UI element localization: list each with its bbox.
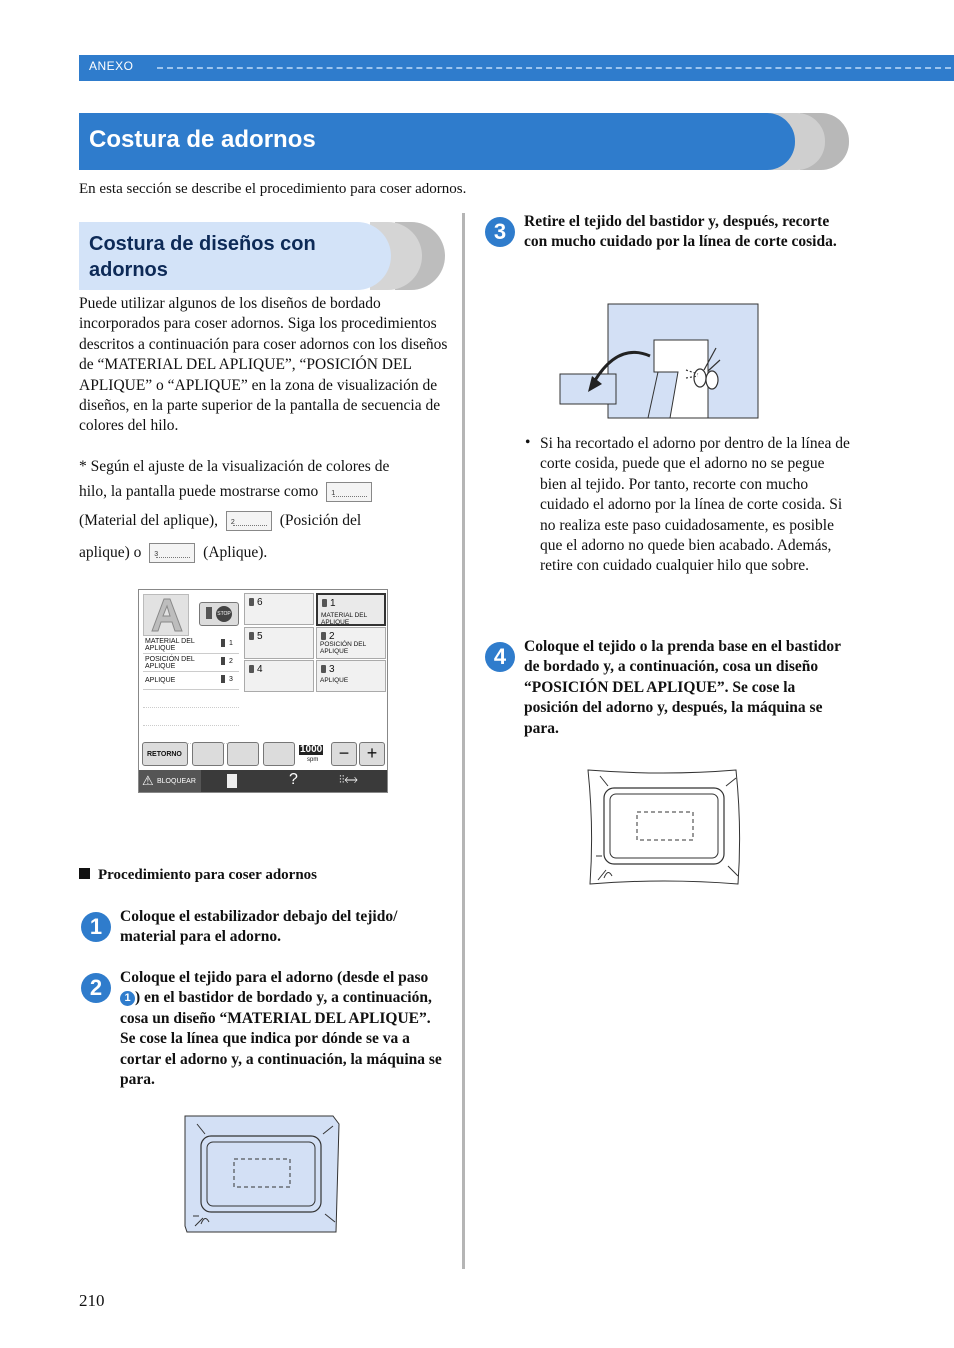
column-divider: [462, 213, 465, 1269]
list-item-number: 3: [229, 676, 233, 683]
note-text: (Material del aplique),: [79, 512, 219, 529]
speed-minus-button[interactable]: −: [331, 742, 357, 766]
bullet-icon: •: [525, 434, 531, 451]
section-heading-bar: [79, 222, 391, 290]
note-line: * Según el ajuste de la visualización de colores de: [79, 458, 390, 475]
square-bullet-icon: [79, 868, 90, 879]
material-thumbnail: [326, 482, 372, 502]
list-item-number: 1: [229, 640, 233, 647]
cell-label: APLIQUE: [320, 677, 349, 684]
cell-number: 4: [257, 664, 263, 675]
list-item-number: 2: [229, 658, 233, 665]
cell-number: 6: [257, 597, 263, 608]
cell-number: 1: [330, 598, 336, 609]
cell-number: 5: [257, 631, 263, 642]
stop-button[interactable]: [199, 602, 239, 626]
step-2-text: [120, 968, 445, 1090]
color-cell-selected[interactable]: [316, 593, 386, 626]
page-title: Costura de adornos: [89, 126, 316, 153]
note-line: [79, 543, 267, 563]
letter-a-preview: [143, 594, 189, 636]
color-cell[interactable]: [244, 660, 314, 692]
thread-edit-button[interactable]: [227, 742, 259, 766]
speed-plus-button[interactable]: +: [359, 742, 385, 766]
page-number: 210: [79, 1291, 105, 1310]
help-icon[interactable]: ?: [289, 771, 298, 788]
note-text: (Aplique).: [203, 544, 268, 561]
step-ref-1: 1: [120, 991, 135, 1006]
sort-button[interactable]: [192, 742, 224, 766]
step-number-3: 3: [485, 217, 515, 247]
color-list: [143, 636, 239, 744]
note-text: hilo, la pantalla puede mostrarse como: [79, 483, 319, 500]
step-number-4: 4: [485, 642, 515, 672]
page-title-bar: [79, 113, 795, 170]
retorno-label: RETORNO: [147, 751, 182, 758]
speed-value: 1000: [300, 744, 323, 755]
cutting-illustration: [558, 302, 760, 420]
position-thumbnail: [226, 511, 272, 531]
lock-button[interactable]: [139, 770, 201, 792]
note-line: [79, 482, 376, 502]
section-heading: Costura de diseños con adornos: [89, 233, 316, 281]
section-paragraph: Puede utilizar algunos de los diseños de bordado incorporados para coser adornos. Siga los procedimientos descritos a continuación para coser adornos con los diseños de “MATERIAL DEL APLIQUE”, “POSICIÓN DEL APLIQUE” o “APLIQUE” en la zona de visualización de diseños, en la parte superior de la pantalla de secuencia de colores del hilo.: [79, 295, 448, 435]
page-icon[interactable]: [227, 774, 237, 788]
tension-button[interactable]: [263, 742, 295, 766]
list-item: [143, 636, 239, 654]
procedure-heading-text: Procedimiento para coser adornos: [98, 867, 318, 883]
step-3-text: Retire el tejido del bastidor y, después, recorte con mucho cuidado por la línea de corte cosida.: [524, 213, 837, 251]
note-line: [79, 511, 361, 531]
machine-screen-illustration: [138, 589, 388, 793]
cell-label: MATERIAL DEL APLIQUE: [321, 612, 367, 626]
thumb-number: 1: [331, 490, 336, 498]
retorno-button[interactable]: [142, 742, 188, 766]
running-header: [79, 55, 954, 81]
section-label: ANEXO: [89, 59, 134, 73]
stop-icon: [216, 606, 232, 622]
cell-number: 3: [329, 664, 335, 675]
screen-bottom-bar: [139, 770, 387, 792]
step-number-2: 2: [81, 973, 111, 1003]
list-item-label: APLIQUE: [145, 677, 176, 684]
color-cell[interactable]: [244, 627, 314, 659]
step-4-text: Coloque el tejido o la prenda base en el bastidor de bordado y, a continuación, cosa un diseño “POSICIÓN DEL APLIQUE”. Se cose la posición del adorno y, después, la máquina se para.: [524, 638, 841, 737]
list-item: [143, 654, 239, 672]
list-item-label: MATERIAL DEL APLIQUE: [145, 638, 195, 652]
thumb-number: 3: [154, 551, 159, 559]
speed-unit: spm: [307, 757, 319, 763]
lock-label: BLOQUEAR: [157, 778, 196, 785]
bullet-note: Si ha recortado el adorno por dentro de la línea de corte cosida, puede que el adorno no se pegue bien al tejido. Por tanto, recorte con mucho cuidado el adorno por la línea de corte cosida. Si no realiza este paso cuidadosamente, es posible que el adorno no quede bien acabado. Además, retire con cuidado cualquier hilo que sobre.: [540, 435, 850, 575]
step-2-text-b: ) en el bastidor de bordado y, a continuación, cosa un diseño “MATERIAL DEL APLIQUE”. Se cose la línea que indica por dónde se va a cortar el adorno y, a continuación, la máquina se para.: [120, 989, 442, 1089]
step-2-text-a: Coloque el tejido para el adorno (desde el paso: [120, 969, 429, 986]
hoop-material-illustration: [183, 1114, 341, 1234]
settings-icon[interactable]: ⫶⫶⟷: [339, 774, 358, 786]
cell-label: POSICIÓN DEL APLIQUE: [320, 641, 366, 655]
color-cell[interactable]: [316, 627, 386, 659]
step-1-text: Coloque el estabilizador debajo del tejido/ material para el adorno.: [120, 908, 398, 946]
stop-label: STOP: [217, 611, 231, 617]
warning-icon: ⚠: [142, 773, 154, 788]
list-item: [143, 672, 239, 690]
hoop-position-illustration: [586, 768, 744, 888]
step-number-1: 1: [81, 912, 111, 942]
applique-thumbnail: [149, 543, 195, 563]
note-text: (Posición del: [279, 512, 362, 529]
note-text: aplique) o: [79, 544, 142, 561]
cell-number: 2: [329, 631, 335, 642]
speed-display: [297, 744, 325, 764]
color-cell[interactable]: [316, 660, 386, 692]
color-cell[interactable]: [244, 593, 314, 625]
thumb-number: 2: [230, 519, 235, 527]
letter-a-icon: [144, 595, 188, 635]
header-dash-line: [157, 67, 951, 69]
procedure-heading: [79, 867, 317, 884]
intro-text: En esta sección se describe el procedimiento para coser adornos.: [79, 181, 467, 197]
list-item-label: POSICIÓN DEL APLIQUE: [145, 656, 195, 670]
